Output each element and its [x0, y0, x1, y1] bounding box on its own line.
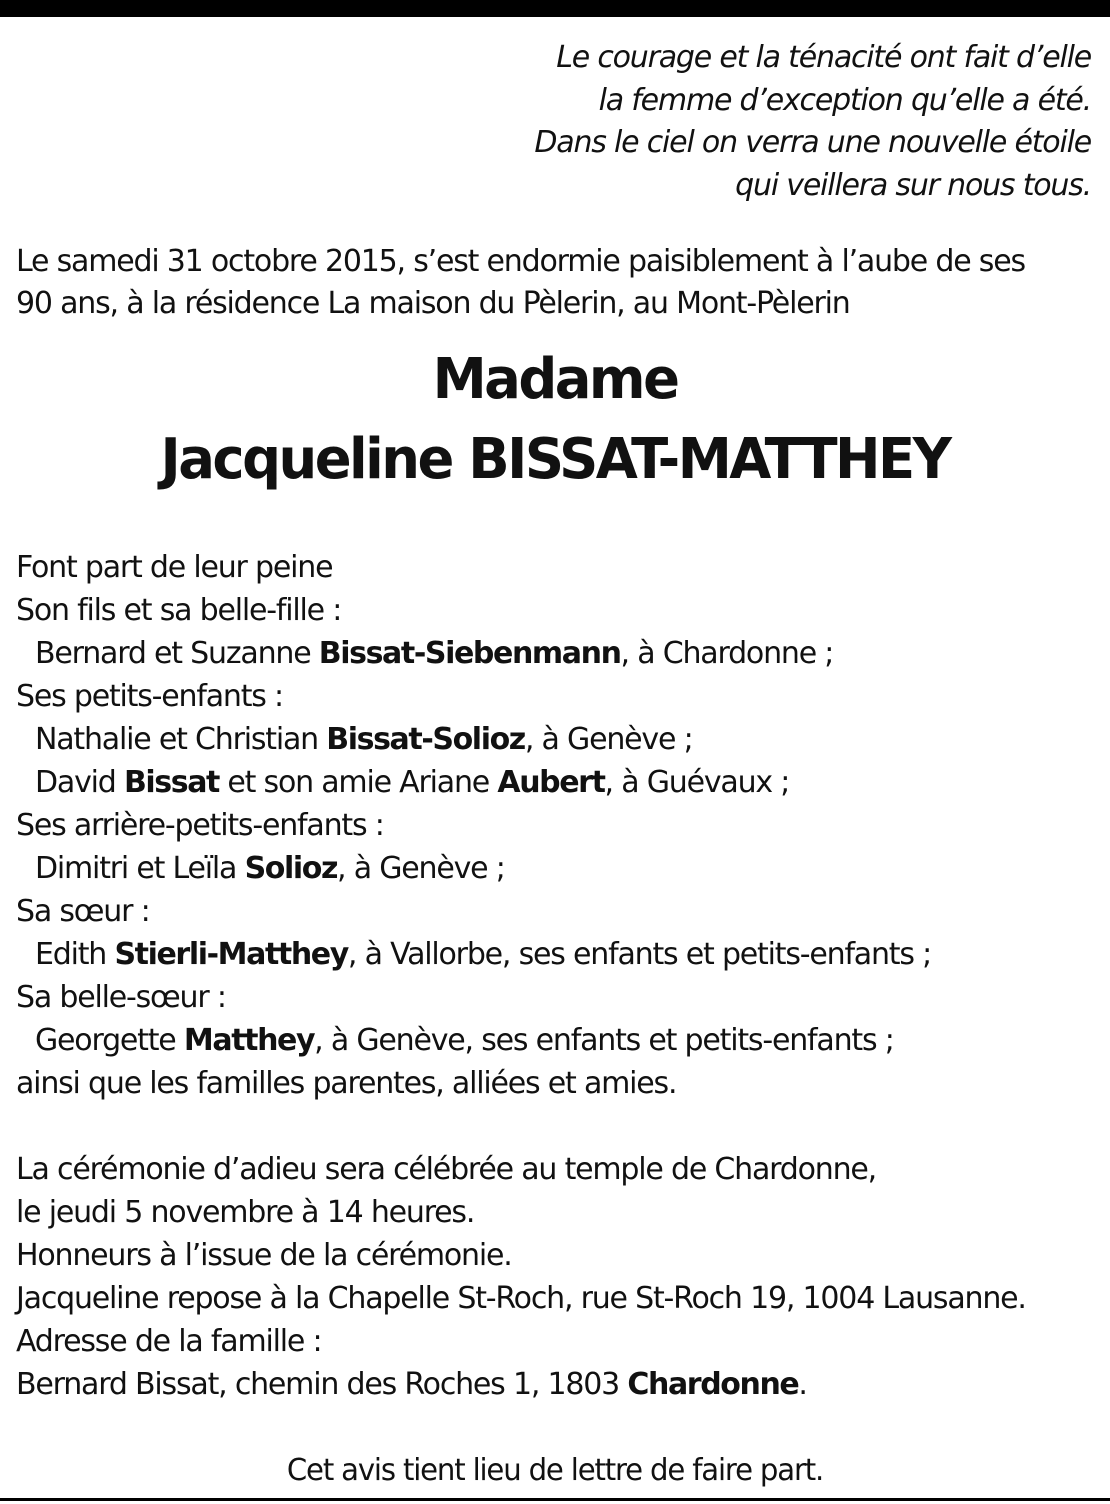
- sister-entry: Edith Stierli-Matthey, à Vallorbe, ses enfants et petits-enfants ;: [35, 937, 932, 972]
- poem-line-1: Le courage et la ténacité ont fait d’elle: [556, 40, 1091, 75]
- intro-line-1: Le samedi 31 octobre 2015, s’est endormie paisiblement à l’aube de ses: [16, 244, 1025, 279]
- honorific: Madame: [432, 347, 678, 412]
- grandchild-2-partner-surname: Aubert: [497, 765, 605, 800]
- great-grandchildren-entry: Dimitri et Leïla Solioz, à Genève ;: [35, 851, 505, 886]
- ceremony-line-3: Honneurs à l’issue de la cérémonie.: [16, 1238, 512, 1273]
- ceremony-line-2: le jeudi 5 novembre à 14 heures.: [16, 1195, 475, 1230]
- son-heading: Son fils et sa belle-fille :: [16, 593, 342, 628]
- sister-in-law-surname: Matthey: [183, 1023, 315, 1058]
- bottom-border-rule: [0, 1498, 1110, 1501]
- intro-line-2: 90 ans, à la résidence La maison du Pèlerin, au Mont-Pèlerin: [16, 286, 850, 321]
- grandchildren-heading: Ses petits-enfants :: [16, 679, 283, 714]
- son-entry: Bernard et Suzanne Bissat-Siebenmann, à Chardonne ;: [35, 636, 834, 671]
- son-surname: Bissat-Siebenmann: [318, 636, 621, 671]
- poem-line-3: Dans le ciel on verra une nouvelle étoile: [534, 125, 1091, 160]
- address-town: Chardonne: [627, 1367, 799, 1402]
- grandchild-2-surname: Bissat: [123, 765, 220, 800]
- great-grandchildren-surname: Solioz: [244, 851, 338, 886]
- grandchild-entry-1: Nathalie et Christian Bissat-Solioz, à Genève ;: [35, 722, 693, 757]
- sister-heading: Sa sœur :: [16, 894, 150, 929]
- sister-in-law-heading: Sa belle-sœur :: [16, 980, 226, 1015]
- grandchild-1-surname: Bissat-Solioz: [326, 722, 525, 757]
- family-opening: Font part de leur peine: [16, 550, 333, 585]
- ceremony-line-1: La cérémonie d’adieu sera célébrée au temple de Chardonne,: [16, 1152, 876, 1187]
- grandchild-entry-2: David Bissat et son amie Ariane Aubert, à Guévaux ;: [35, 765, 790, 800]
- poem-line-2: la femme d’exception qu’elle a été.: [598, 83, 1091, 118]
- poem-line-4: qui veillera sur nous tous.: [735, 168, 1091, 203]
- sister-surname: Stierli-Matthey: [114, 937, 348, 972]
- family-address-heading: Adresse de la famille :: [16, 1324, 322, 1359]
- family-closing: ainsi que les familles parentes, alliées et amies.: [16, 1066, 677, 1101]
- deceased-name: Jacqueline BISSAT-MATTHEY: [160, 427, 950, 492]
- sister-in-law-entry: Georgette Matthey, à Genève, ses enfants et petits-enfants ;: [35, 1023, 894, 1058]
- footer-note: Cet avis tient lieu de lettre de faire part.: [286, 1453, 824, 1488]
- great-grandchildren-heading: Ses arrière-petits-enfants :: [16, 808, 384, 843]
- family-address: Bernard Bissat, chemin des Roches 1, 1803 Chardonne.: [16, 1367, 807, 1402]
- ceremony-line-4: Jacqueline repose à la Chapelle St-Roch, rue St-Roch 19, 1004 Lausanne.: [16, 1281, 1026, 1316]
- top-border-rule: [0, 0, 1110, 17]
